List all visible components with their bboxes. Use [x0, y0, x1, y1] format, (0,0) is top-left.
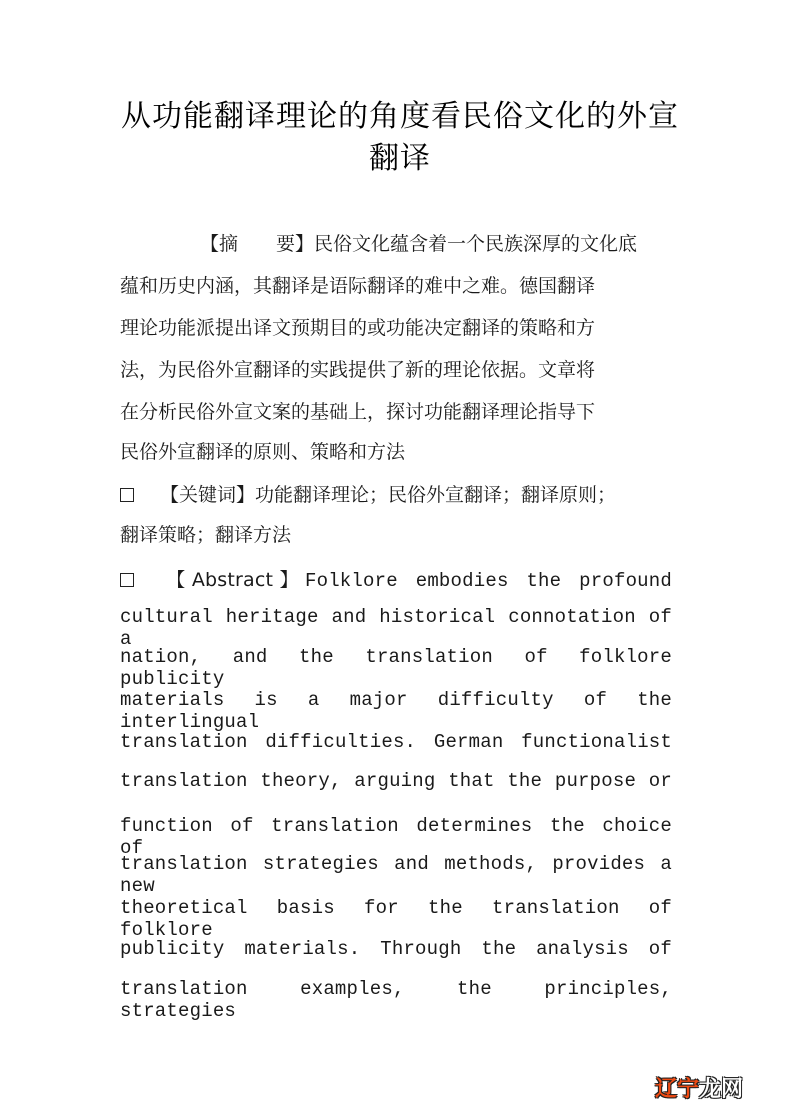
abstract-en-line-5: translation difficulties. German functionalist — [120, 731, 672, 753]
abstract-cn-line-5: 在分析民俗外宣文案的基础上，探讨功能翻译理论指导下 — [120, 401, 596, 423]
abstract-en-line-8: translation strategies and methods, provides a new — [120, 853, 672, 897]
watermark-part-1: 辽宁 — [655, 1077, 700, 1102]
document-title — [100, 96, 700, 180]
abstract-en-label: 【Abstract】 — [160, 569, 305, 591]
abstract-en-line-11: translation examples, the principles, strategies — [120, 978, 672, 1022]
abstract-en-line-10: publicity materials. Through the analysis of — [120, 938, 672, 960]
keywords-label: 【关键词】 — [160, 484, 256, 506]
abstract-en-line-3: nation, and the translation of folklore publicity — [120, 646, 672, 690]
watermark-part-2: 龙网 — [699, 1077, 744, 1102]
abstract-cn-line-6: 民俗外宣翻译的原则、策略和方法 — [120, 441, 406, 463]
watermark-logo — [655, 1072, 743, 1103]
abstract-en-line-4: materials is a major difficulty of the interlingual — [120, 689, 672, 733]
abstract-cn-label: 【摘 要】 — [200, 233, 315, 255]
keywords-line-2: 翻译策略；翻译方法 — [120, 524, 292, 546]
title-line-1: 从功能翻译理论的角度看民俗文化的外宣 — [121, 99, 679, 134]
abstract-cn-line-1: 【摘 要】民俗文化蕴含着一个民族深厚的文化底 — [200, 233, 638, 255]
abstract-cn-line-3: 理论功能派提出译文预期目的或功能决定翻译的策略和方 — [120, 317, 596, 339]
abstract-en-line-1: 【Abstract】Folklore embodies the profound — [120, 565, 672, 592]
abstract-cn-line-2: 蕴和历史内涵，其翻译是语际翻译的难中之难。德国翻译 — [120, 275, 596, 297]
abstract-en-line-6: translation theory, arguing that the purpose or — [120, 770, 672, 792]
abstract-en-line-9: theoretical basis for the translation of folklore — [120, 897, 672, 941]
abstract-en-line-7: function of translation determines the choice of — [120, 815, 672, 859]
keywords-line-1: 【关键词】功能翻译理论；民俗外宣翻译；翻译原则； — [120, 480, 672, 507]
abstract-cn-line-4: 法，为民俗外宣翻译的实践提供了新的理论依据。文章将 — [120, 359, 596, 381]
title-line-2: 翻译 — [369, 141, 431, 176]
abstract-en-line-2: cultural heritage and historical connotation of a — [120, 606, 672, 650]
checkbox-icon — [120, 488, 134, 502]
checkbox-icon — [120, 573, 134, 587]
